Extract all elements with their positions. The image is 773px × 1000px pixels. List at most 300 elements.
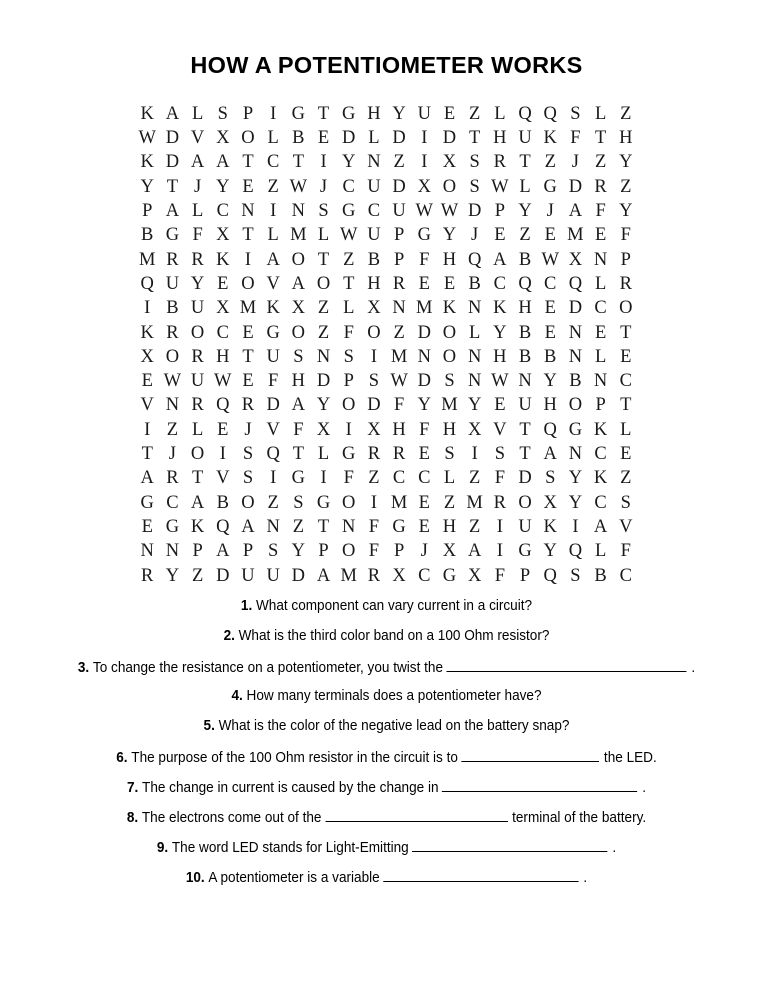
- grid-letter-cell[interactable]: D: [216, 565, 230, 586]
- grid-letter-cell[interactable]: C: [594, 492, 607, 513]
- grid-letter-cell[interactable]: I: [270, 201, 277, 222]
- grid-letter-cell[interactable]: B: [292, 128, 305, 149]
- grid-letter-cell[interactable]: O: [442, 346, 457, 367]
- grid-letter-cell[interactable]: P: [343, 371, 354, 392]
- grid-letter-cell[interactable]: D: [367, 395, 381, 416]
- grid-letter-cell[interactable]: L: [519, 176, 531, 197]
- grid-letter-cell[interactable]: M: [567, 225, 584, 246]
- grid-letter-cell[interactable]: N: [417, 346, 431, 367]
- grid-letter-cell[interactable]: A: [190, 492, 205, 513]
- grid-letter-cell[interactable]: C: [418, 565, 431, 586]
- grid-letter-cell[interactable]: H: [543, 395, 557, 416]
- grid-letter-cell[interactable]: E: [544, 298, 556, 319]
- grid-letter-cell[interactable]: U: [417, 103, 431, 124]
- grid-letter-cell[interactable]: U: [266, 346, 280, 367]
- grid-letter-cell[interactable]: G: [543, 176, 557, 197]
- grid-letter-cell[interactable]: X: [392, 565, 406, 586]
- grid-letter-cell[interactable]: Q: [518, 103, 532, 124]
- grid-letter-cell[interactable]: A: [140, 468, 154, 489]
- grid-letter-cell[interactable]: Z: [368, 468, 380, 489]
- grid-letter-cell[interactable]: O: [241, 273, 255, 294]
- grid-letter-cell[interactable]: H: [442, 249, 457, 270]
- grid-letter-cell[interactable]: Z: [317, 322, 330, 343]
- grid-letter-cell[interactable]: T: [292, 444, 304, 465]
- grid-letter-cell[interactable]: A: [216, 541, 230, 562]
- grid-letter-cell[interactable]: F: [192, 225, 203, 246]
- grid-letter-cell[interactable]: B: [518, 322, 532, 343]
- grid-letter-cell[interactable]: C: [544, 273, 557, 294]
- grid-letter-cell[interactable]: I: [496, 516, 503, 537]
- grid-letter-cell[interactable]: D: [342, 128, 356, 149]
- grid-letter-cell[interactable]: F: [393, 395, 405, 416]
- grid-letter-cell[interactable]: V: [190, 128, 205, 149]
- grid-letter-cell[interactable]: C: [266, 152, 280, 173]
- grid-letter-cell[interactable]: F: [620, 541, 631, 562]
- grid-letter-cell[interactable]: Z: [292, 516, 304, 537]
- grid-letter-cell[interactable]: S: [494, 444, 505, 465]
- grid-letter-cell[interactable]: S: [242, 468, 254, 489]
- grid-letter-cell[interactable]: I: [244, 249, 252, 270]
- grid-letter-cell[interactable]: E: [317, 128, 330, 149]
- grid-letter-cell[interactable]: W: [491, 371, 509, 392]
- grid-letter-cell[interactable]: Q: [140, 273, 154, 294]
- grid-letter-cell[interactable]: N: [467, 371, 482, 392]
- answer-blank[interactable]: [412, 838, 607, 852]
- grid-letter-cell[interactable]: D: [518, 468, 532, 489]
- grid-letter-cell[interactable]: Z: [469, 103, 481, 124]
- grid-letter-cell[interactable]: E: [494, 395, 506, 416]
- grid-letter-cell[interactable]: Q: [568, 273, 583, 294]
- grid-letter-cell[interactable]: C: [619, 371, 632, 392]
- grid-letter-cell[interactable]: Q: [518, 273, 532, 294]
- grid-letter-cell[interactable]: Y: [417, 395, 431, 416]
- grid-letter-cell[interactable]: G: [316, 492, 331, 513]
- grid-letter-cell[interactable]: N: [518, 371, 532, 392]
- grid-letter-cell[interactable]: T: [317, 103, 330, 124]
- grid-letter-cell[interactable]: K: [543, 128, 557, 149]
- grid-letter-cell[interactable]: L: [267, 225, 279, 246]
- grid-letter-cell[interactable]: M: [416, 298, 433, 319]
- grid-letter-cell[interactable]: F: [570, 128, 581, 149]
- grid-letter-cell[interactable]: G: [568, 419, 583, 440]
- grid-letter-cell[interactable]: Z: [620, 176, 632, 197]
- grid-letter-cell[interactable]: M: [340, 565, 357, 586]
- grid-letter-cell[interactable]: N: [367, 152, 381, 173]
- grid-letter-cell[interactable]: F: [494, 468, 505, 489]
- grid-letter-cell[interactable]: F: [368, 516, 380, 537]
- grid-letter-cell[interactable]: U: [190, 371, 205, 392]
- grid-letter-cell[interactable]: X: [467, 419, 482, 440]
- grid-letter-cell[interactable]: Y: [442, 225, 457, 246]
- grid-letter-cell[interactable]: B: [544, 346, 557, 367]
- grid-letter-cell[interactable]: N: [241, 201, 255, 222]
- grid-letter-cell[interactable]: X: [367, 419, 381, 440]
- grid-letter-cell[interactable]: Q: [568, 541, 583, 562]
- answer-blank[interactable]: [325, 808, 507, 822]
- grid-letter-cell[interactable]: H: [493, 128, 507, 149]
- grid-letter-cell[interactable]: E: [494, 225, 506, 246]
- grid-letter-cell[interactable]: T: [519, 444, 531, 465]
- grid-letter-cell[interactable]: C: [594, 298, 607, 319]
- grid-letter-cell[interactable]: Y: [568, 492, 583, 513]
- grid-letter-cell[interactable]: W: [214, 371, 232, 392]
- grid-letter-cell[interactable]: Q: [266, 444, 280, 465]
- grid-letter-cell[interactable]: M: [390, 346, 408, 367]
- grid-letter-cell[interactable]: E: [620, 346, 632, 367]
- grid-letter-cell[interactable]: I: [320, 468, 327, 489]
- grid-letter-cell[interactable]: E: [242, 176, 254, 197]
- grid-letter-cell[interactable]: R: [493, 492, 507, 513]
- grid-letter-cell[interactable]: E: [443, 273, 456, 294]
- grid-letter-cell[interactable]: H: [291, 371, 306, 392]
- grid-letter-cell[interactable]: T: [519, 152, 531, 173]
- grid-letter-cell[interactable]: G: [266, 322, 280, 343]
- grid-letter-cell[interactable]: X: [216, 298, 230, 319]
- grid-letter-cell[interactable]: C: [392, 468, 406, 489]
- grid-letter-cell[interactable]: F: [343, 468, 354, 489]
- grid-letter-cell[interactable]: S: [368, 371, 380, 392]
- grid-letter-cell[interactable]: V: [619, 516, 633, 537]
- grid-letter-cell[interactable]: Z: [443, 492, 456, 513]
- grid-letter-cell[interactable]: A: [316, 565, 331, 586]
- grid-letter-cell[interactable]: L: [620, 419, 632, 440]
- answer-blank[interactable]: [383, 868, 578, 882]
- grid-letter-cell[interactable]: N: [593, 371, 608, 392]
- grid-letter-cell[interactable]: E: [418, 516, 430, 537]
- grid-letter-cell[interactable]: C: [166, 492, 179, 513]
- grid-letter-cell[interactable]: O: [342, 395, 356, 416]
- grid-letter-cell[interactable]: A: [216, 152, 230, 173]
- grid-letter-cell[interactable]: A: [165, 103, 180, 124]
- grid-letter-cell[interactable]: Y: [543, 371, 557, 392]
- grid-letter-cell[interactable]: S: [620, 492, 631, 513]
- grid-letter-cell[interactable]: E: [418, 492, 430, 513]
- grid-letter-cell[interactable]: C: [216, 322, 229, 343]
- grid-letter-cell[interactable]: X: [543, 492, 557, 513]
- grid-letter-cell[interactable]: J: [319, 176, 328, 197]
- grid-letter-cell[interactable]: E: [544, 322, 556, 343]
- grid-letter-cell[interactable]: H: [493, 346, 507, 367]
- grid-letter-cell[interactable]: P: [393, 225, 405, 246]
- answer-blank[interactable]: [442, 778, 637, 792]
- grid-letter-cell[interactable]: Q: [216, 395, 230, 416]
- grid-letter-cell[interactable]: K: [140, 322, 154, 343]
- grid-letter-cell[interactable]: Y: [342, 152, 356, 173]
- grid-letter-cell[interactable]: F: [494, 565, 505, 586]
- grid-letter-cell[interactable]: G: [291, 468, 306, 489]
- grid-letter-cell[interactable]: N: [342, 516, 356, 537]
- grid-letter-cell[interactable]: I: [320, 152, 327, 173]
- grid-letter-cell[interactable]: Z: [191, 565, 204, 586]
- grid-letter-cell[interactable]: B: [216, 492, 229, 513]
- grid-letter-cell[interactable]: D: [568, 176, 583, 197]
- grid-letter-cell[interactable]: M: [441, 395, 458, 416]
- grid-letter-cell[interactable]: L: [343, 298, 355, 319]
- grid-letter-cell[interactable]: R: [367, 444, 381, 465]
- grid-letter-cell[interactable]: N: [568, 322, 583, 343]
- grid-letter-cell[interactable]: Y: [216, 176, 230, 197]
- grid-letter-cell[interactable]: X: [442, 541, 457, 562]
- grid-letter-cell[interactable]: O: [342, 541, 356, 562]
- grid-letter-cell[interactable]: R: [166, 322, 179, 343]
- grid-letter-cell[interactable]: Y: [190, 273, 205, 294]
- grid-letter-cell[interactable]: P: [393, 249, 405, 270]
- grid-letter-cell[interactable]: I: [471, 444, 478, 465]
- grid-letter-cell[interactable]: H: [518, 298, 532, 319]
- grid-letter-cell[interactable]: S: [268, 541, 279, 562]
- answer-blank[interactable]: [462, 748, 600, 762]
- grid-letter-cell[interactable]: D: [165, 152, 180, 173]
- grid-letter-cell[interactable]: O: [342, 492, 356, 513]
- grid-letter-cell[interactable]: I: [270, 103, 277, 124]
- grid-letter-cell[interactable]: S: [242, 444, 254, 465]
- grid-letter-cell[interactable]: D: [417, 322, 431, 343]
- grid-letter-cell[interactable]: H: [619, 128, 633, 149]
- grid-letter-cell[interactable]: E: [418, 273, 430, 294]
- grid-letter-cell[interactable]: Z: [267, 176, 279, 197]
- grid-letter-cell[interactable]: D: [165, 128, 180, 149]
- grid-letter-cell[interactable]: M: [138, 249, 156, 270]
- grid-letter-cell[interactable]: G: [165, 225, 180, 246]
- grid-letter-cell[interactable]: G: [342, 201, 356, 222]
- grid-letter-cell[interactable]: R: [191, 346, 204, 367]
- grid-letter-cell[interactable]: S: [444, 371, 455, 392]
- grid-letter-cell[interactable]: P: [142, 201, 153, 222]
- grid-letter-cell[interactable]: N: [593, 249, 608, 270]
- grid-letter-cell[interactable]: T: [292, 152, 304, 173]
- grid-letter-cell[interactable]: E: [544, 225, 556, 246]
- grid-letter-cell[interactable]: D: [392, 176, 406, 197]
- grid-letter-cell[interactable]: O: [190, 322, 205, 343]
- grid-letter-cell[interactable]: S: [343, 346, 354, 367]
- grid-letter-cell[interactable]: X: [291, 298, 306, 319]
- grid-letter-cell[interactable]: Z: [166, 419, 179, 440]
- grid-letter-cell[interactable]: N: [467, 346, 482, 367]
- grid-letter-cell[interactable]: Z: [519, 225, 531, 246]
- grid-letter-cell[interactable]: F: [595, 201, 606, 222]
- grid-letter-cell[interactable]: S: [318, 201, 329, 222]
- grid-letter-cell[interactable]: C: [594, 444, 607, 465]
- grid-letter-cell[interactable]: A: [493, 249, 507, 270]
- grid-letter-cell[interactable]: G: [342, 444, 356, 465]
- grid-letter-cell[interactable]: V: [493, 419, 507, 440]
- grid-letter-cell[interactable]: I: [270, 468, 277, 489]
- grid-letter-cell[interactable]: N: [266, 516, 280, 537]
- grid-letter-cell[interactable]: I: [370, 346, 377, 367]
- grid-letter-cell[interactable]: X: [442, 152, 457, 173]
- grid-letter-cell[interactable]: R: [392, 444, 406, 465]
- grid-letter-cell[interactable]: P: [595, 395, 606, 416]
- grid-letter-cell[interactable]: D: [392, 128, 406, 149]
- grid-letter-cell[interactable]: F: [368, 541, 380, 562]
- grid-letter-cell[interactable]: X: [216, 128, 230, 149]
- grid-letter-cell[interactable]: L: [594, 346, 607, 367]
- grid-letter-cell[interactable]: X: [216, 225, 230, 246]
- grid-letter-cell[interactable]: D: [291, 565, 306, 586]
- grid-letter-cell[interactable]: D: [442, 128, 457, 149]
- grid-letter-cell[interactable]: O: [367, 322, 381, 343]
- grid-letter-cell[interactable]: R: [367, 565, 381, 586]
- grid-letter-cell[interactable]: B: [518, 346, 532, 367]
- grid-letter-cell[interactable]: S: [293, 492, 304, 513]
- grid-letter-cell[interactable]: O: [316, 273, 331, 294]
- answer-blank[interactable]: [447, 658, 687, 672]
- grid-letter-cell[interactable]: W: [440, 201, 459, 222]
- grid-letter-cell[interactable]: S: [570, 103, 581, 124]
- grid-letter-cell[interactable]: G: [140, 492, 154, 513]
- grid-letter-cell[interactable]: T: [166, 176, 179, 197]
- grid-letter-cell[interactable]: D: [568, 298, 583, 319]
- grid-letter-cell[interactable]: J: [244, 419, 252, 440]
- grid-letter-cell[interactable]: Z: [594, 152, 607, 173]
- grid-letter-cell[interactable]: I: [421, 128, 428, 149]
- grid-letter-cell[interactable]: Q: [467, 249, 482, 270]
- grid-letter-cell[interactable]: O: [190, 444, 205, 465]
- grid-letter-cell[interactable]: B: [594, 565, 607, 586]
- grid-letter-cell[interactable]: Z: [469, 516, 481, 537]
- grid-letter-cell[interactable]: W: [339, 225, 358, 246]
- grid-letter-cell[interactable]: O: [241, 492, 255, 513]
- grid-letter-cell[interactable]: L: [267, 128, 279, 149]
- grid-letter-cell[interactable]: J: [193, 176, 202, 197]
- grid-letter-cell[interactable]: A: [543, 444, 557, 465]
- grid-letter-cell[interactable]: Z: [620, 103, 632, 124]
- grid-letter-cell[interactable]: C: [216, 201, 229, 222]
- grid-letter-cell[interactable]: E: [620, 444, 632, 465]
- grid-letter-cell[interactable]: S: [217, 103, 228, 124]
- grid-letter-cell[interactable]: N: [568, 444, 583, 465]
- grid-letter-cell[interactable]: A: [467, 541, 482, 562]
- grid-letter-cell[interactable]: X: [367, 298, 381, 319]
- grid-letter-cell[interactable]: O: [518, 492, 532, 513]
- grid-letter-cell[interactable]: R: [191, 249, 204, 270]
- grid-letter-cell[interactable]: H: [367, 103, 381, 124]
- grid-letter-cell[interactable]: J: [471, 225, 479, 246]
- grid-letter-cell[interactable]: N: [568, 346, 583, 367]
- grid-letter-cell[interactable]: T: [620, 322, 632, 343]
- grid-letter-cell[interactable]: E: [242, 371, 254, 392]
- grid-letter-cell[interactable]: K: [442, 298, 457, 319]
- grid-letter-cell[interactable]: K: [140, 152, 154, 173]
- grid-letter-cell[interactable]: C: [619, 565, 632, 586]
- grid-letter-cell[interactable]: Y: [316, 395, 331, 416]
- grid-letter-cell[interactable]: E: [141, 371, 153, 392]
- grid-letter-cell[interactable]: K: [493, 298, 507, 319]
- grid-letter-cell[interactable]: Z: [469, 468, 481, 489]
- grid-letter-cell[interactable]: W: [138, 128, 156, 149]
- grid-letter-cell[interactable]: O: [442, 322, 457, 343]
- grid-letter-cell[interactable]: M: [239, 298, 257, 319]
- grid-letter-cell[interactable]: S: [469, 152, 480, 173]
- grid-letter-cell[interactable]: Z: [544, 152, 556, 173]
- grid-letter-cell[interactable]: W: [289, 176, 308, 197]
- grid-letter-cell[interactable]: O: [568, 395, 583, 416]
- grid-letter-cell[interactable]: J: [546, 201, 554, 222]
- grid-letter-cell[interactable]: C: [367, 201, 381, 222]
- grid-letter-cell[interactable]: H: [367, 273, 381, 294]
- grid-letter-cell[interactable]: S: [570, 565, 581, 586]
- grid-letter-cell[interactable]: L: [191, 103, 204, 124]
- grid-letter-cell[interactable]: D: [316, 371, 331, 392]
- grid-letter-cell[interactable]: S: [444, 444, 455, 465]
- grid-letter-cell[interactable]: X: [467, 565, 482, 586]
- grid-letter-cell[interactable]: E: [242, 322, 254, 343]
- grid-letter-cell[interactable]: L: [317, 225, 330, 246]
- grid-letter-cell[interactable]: V: [266, 419, 280, 440]
- grid-letter-cell[interactable]: K: [266, 298, 280, 319]
- grid-letter-cell[interactable]: W: [491, 176, 509, 197]
- grid-letter-cell[interactable]: T: [242, 225, 254, 246]
- grid-letter-cell[interactable]: R: [166, 249, 179, 270]
- grid-letter-cell[interactable]: J: [168, 444, 176, 465]
- grid-letter-cell[interactable]: Y: [619, 152, 633, 173]
- grid-letter-cell[interactable]: U: [518, 395, 532, 416]
- grid-letter-cell[interactable]: P: [519, 565, 531, 586]
- grid-letter-cell[interactable]: D: [417, 371, 431, 392]
- grid-letter-cell[interactable]: X: [417, 176, 431, 197]
- grid-letter-cell[interactable]: F: [419, 419, 430, 440]
- grid-letter-cell[interactable]: U: [392, 201, 406, 222]
- grid-letter-cell[interactable]: I: [144, 298, 151, 319]
- grid-letter-cell[interactable]: Q: [543, 419, 557, 440]
- grid-letter-cell[interactable]: X: [568, 249, 583, 270]
- grid-letter-cell[interactable]: P: [393, 541, 405, 562]
- grid-letter-cell[interactable]: G: [518, 541, 532, 562]
- grid-letter-cell[interactable]: Z: [267, 492, 279, 513]
- grid-letter-cell[interactable]: G: [417, 225, 431, 246]
- grid-letter-cell[interactable]: Q: [543, 103, 557, 124]
- grid-letter-cell[interactable]: U: [518, 128, 532, 149]
- grid-letter-cell[interactable]: E: [141, 516, 153, 537]
- grid-letter-cell[interactable]: A: [266, 249, 280, 270]
- grid-letter-cell[interactable]: C: [418, 468, 431, 489]
- grid-letter-cell[interactable]: U: [367, 225, 381, 246]
- grid-letter-cell[interactable]: H: [442, 419, 457, 440]
- grid-letter-cell[interactable]: T: [191, 468, 204, 489]
- grid-letter-cell[interactable]: L: [469, 322, 481, 343]
- grid-letter-cell[interactable]: Z: [343, 249, 355, 270]
- grid-letter-cell[interactable]: O: [165, 346, 180, 367]
- grid-letter-cell[interactable]: T: [317, 249, 330, 270]
- grid-letter-cell[interactable]: W: [415, 201, 434, 222]
- grid-letter-cell[interactable]: I: [345, 419, 352, 440]
- grid-letter-cell[interactable]: G: [392, 516, 406, 537]
- grid-letter-cell[interactable]: U: [518, 516, 532, 537]
- grid-letter-cell[interactable]: A: [291, 395, 306, 416]
- grid-letter-cell[interactable]: L: [368, 128, 380, 149]
- grid-letter-cell[interactable]: V: [140, 395, 154, 416]
- grid-letter-cell[interactable]: I: [144, 419, 151, 440]
- grid-letter-cell[interactable]: Z: [317, 298, 330, 319]
- grid-letter-cell[interactable]: D: [467, 201, 482, 222]
- grid-letter-cell[interactable]: R: [619, 273, 632, 294]
- grid-letter-cell[interactable]: S: [545, 468, 556, 489]
- grid-letter-cell[interactable]: T: [242, 152, 254, 173]
- grid-letter-cell[interactable]: V: [216, 468, 230, 489]
- grid-letter-cell[interactable]: L: [594, 541, 607, 562]
- grid-letter-cell[interactable]: L: [594, 273, 607, 294]
- grid-letter-cell[interactable]: T: [519, 419, 531, 440]
- grid-letter-cell[interactable]: M: [466, 492, 483, 513]
- grid-letter-cell[interactable]: S: [293, 346, 304, 367]
- grid-letter-cell[interactable]: R: [191, 395, 204, 416]
- grid-letter-cell[interactable]: Z: [393, 322, 405, 343]
- grid-letter-cell[interactable]: T: [317, 516, 330, 537]
- grid-letter-cell[interactable]: I: [572, 516, 579, 537]
- grid-letter-cell[interactable]: Y: [619, 201, 633, 222]
- grid-letter-cell[interactable]: P: [242, 103, 254, 124]
- grid-letter-cell[interactable]: N: [165, 395, 180, 416]
